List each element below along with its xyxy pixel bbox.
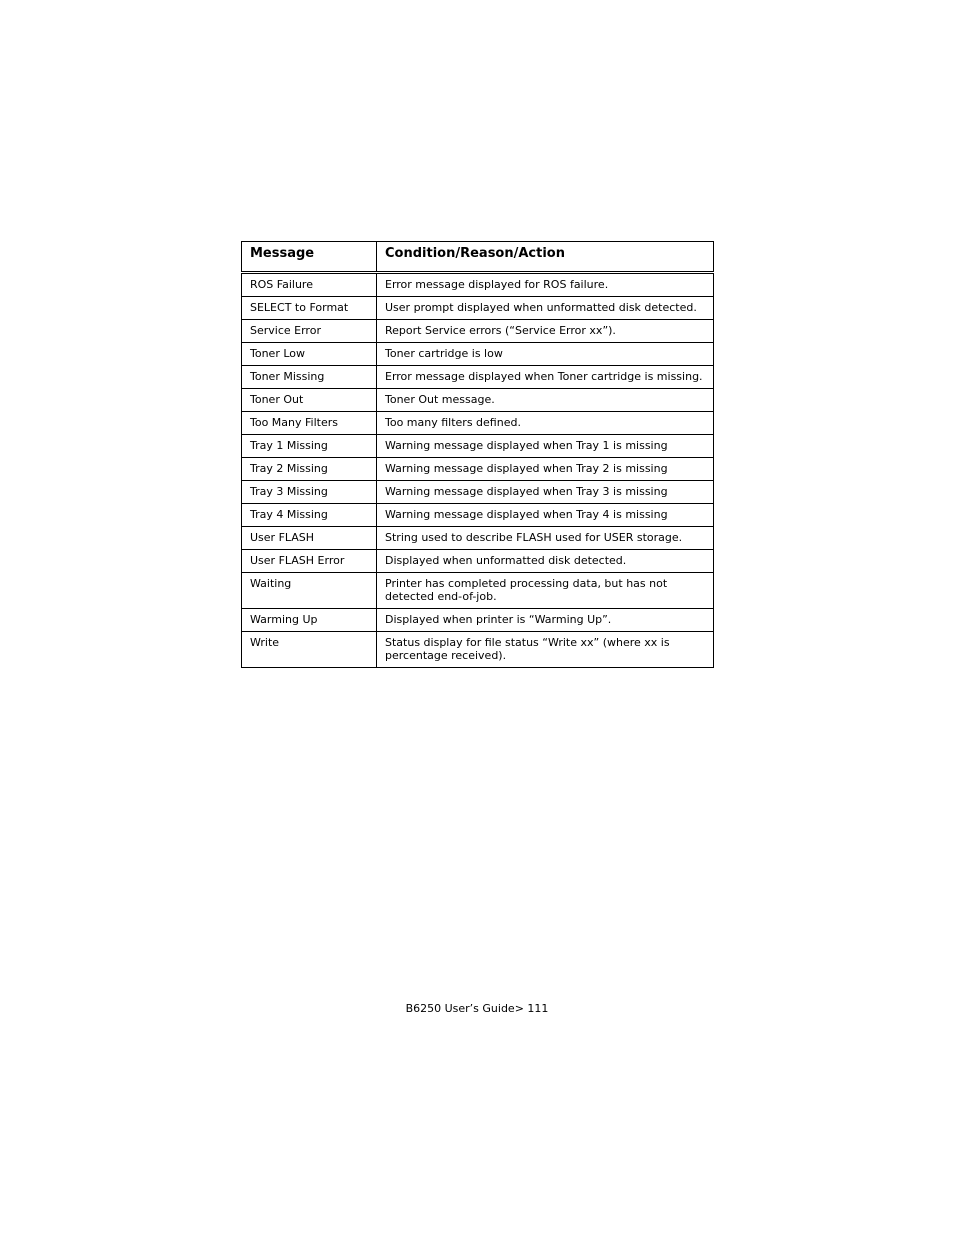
message-cell: Too Many Filters bbox=[242, 412, 377, 435]
header-condition: Condition/Reason/Action bbox=[377, 242, 714, 273]
message-cell: Toner Out bbox=[242, 389, 377, 412]
message-cell: Tray 1 Missing bbox=[242, 435, 377, 458]
message-cell: SELECT to Format bbox=[242, 297, 377, 320]
condition-cell: Too many filters defined. bbox=[377, 412, 714, 435]
condition-cell: Warning message displayed when Tray 1 is missing bbox=[377, 435, 714, 458]
condition-cell: Displayed when printer is “Warming Up”. bbox=[377, 609, 714, 632]
table-row bbox=[242, 504, 714, 527]
condition-cell: Toner cartridge is low bbox=[377, 343, 714, 366]
message-cell: Waiting bbox=[242, 573, 377, 609]
table-row bbox=[242, 550, 714, 573]
header-row bbox=[242, 242, 714, 273]
condition-cell: Error message displayed when Toner cartridge is missing. bbox=[377, 366, 714, 389]
table-row bbox=[242, 343, 714, 366]
message-cell: User FLASH Error bbox=[242, 550, 377, 573]
condition-cell: Toner Out message. bbox=[377, 389, 714, 412]
page-footer: B6250 User’s Guide> 111 bbox=[405, 1002, 549, 1015]
table-row bbox=[242, 297, 714, 320]
table-row bbox=[242, 412, 714, 435]
message-cell: User FLASH bbox=[242, 527, 377, 550]
condition-cell: Error message displayed for ROS failure. bbox=[377, 273, 714, 297]
condition-cell: Status display for file status “Write xx” (where xx is percentage received). bbox=[377, 632, 714, 668]
condition-cell: User prompt displayed when unformatted disk detected. bbox=[377, 297, 714, 320]
table-row bbox=[242, 320, 714, 343]
table-row bbox=[242, 527, 714, 550]
table-row bbox=[242, 632, 714, 668]
table-row bbox=[242, 389, 714, 412]
condition-cell: Displayed when unformatted disk detected. bbox=[377, 550, 714, 573]
table-row bbox=[242, 573, 714, 609]
condition-cell: Warning message displayed when Tray 4 is missing bbox=[377, 504, 714, 527]
message-table bbox=[241, 241, 714, 668]
condition-cell: String used to describe FLASH used for USER storage. bbox=[377, 527, 714, 550]
header-message: Message bbox=[242, 242, 377, 273]
condition-cell: Warning message displayed when Tray 2 is missing bbox=[377, 458, 714, 481]
table-row bbox=[242, 609, 714, 632]
table-header bbox=[242, 242, 714, 273]
table-row bbox=[242, 481, 714, 504]
message-cell: Toner Missing bbox=[242, 366, 377, 389]
condition-cell: Warning message displayed when Tray 3 is missing bbox=[377, 481, 714, 504]
table-row bbox=[242, 366, 714, 389]
message-cell: Write bbox=[242, 632, 377, 668]
message-cell: ROS Failure bbox=[242, 273, 377, 297]
message-cell: Service Error bbox=[242, 320, 377, 343]
table-body bbox=[242, 273, 714, 668]
message-cell: Toner Low bbox=[242, 343, 377, 366]
message-cell: Warming Up bbox=[242, 609, 377, 632]
table-row bbox=[242, 273, 714, 297]
condition-cell: Printer has completed processing data, but has not detected end-of-job. bbox=[377, 573, 714, 609]
table-row bbox=[242, 458, 714, 481]
condition-cell: Report Service errors (“Service Error xx”). bbox=[377, 320, 714, 343]
message-cell: Tray 3 Missing bbox=[242, 481, 377, 504]
table-row bbox=[242, 435, 714, 458]
message-cell: Tray 2 Missing bbox=[242, 458, 377, 481]
message-cell: Tray 4 Missing bbox=[242, 504, 377, 527]
